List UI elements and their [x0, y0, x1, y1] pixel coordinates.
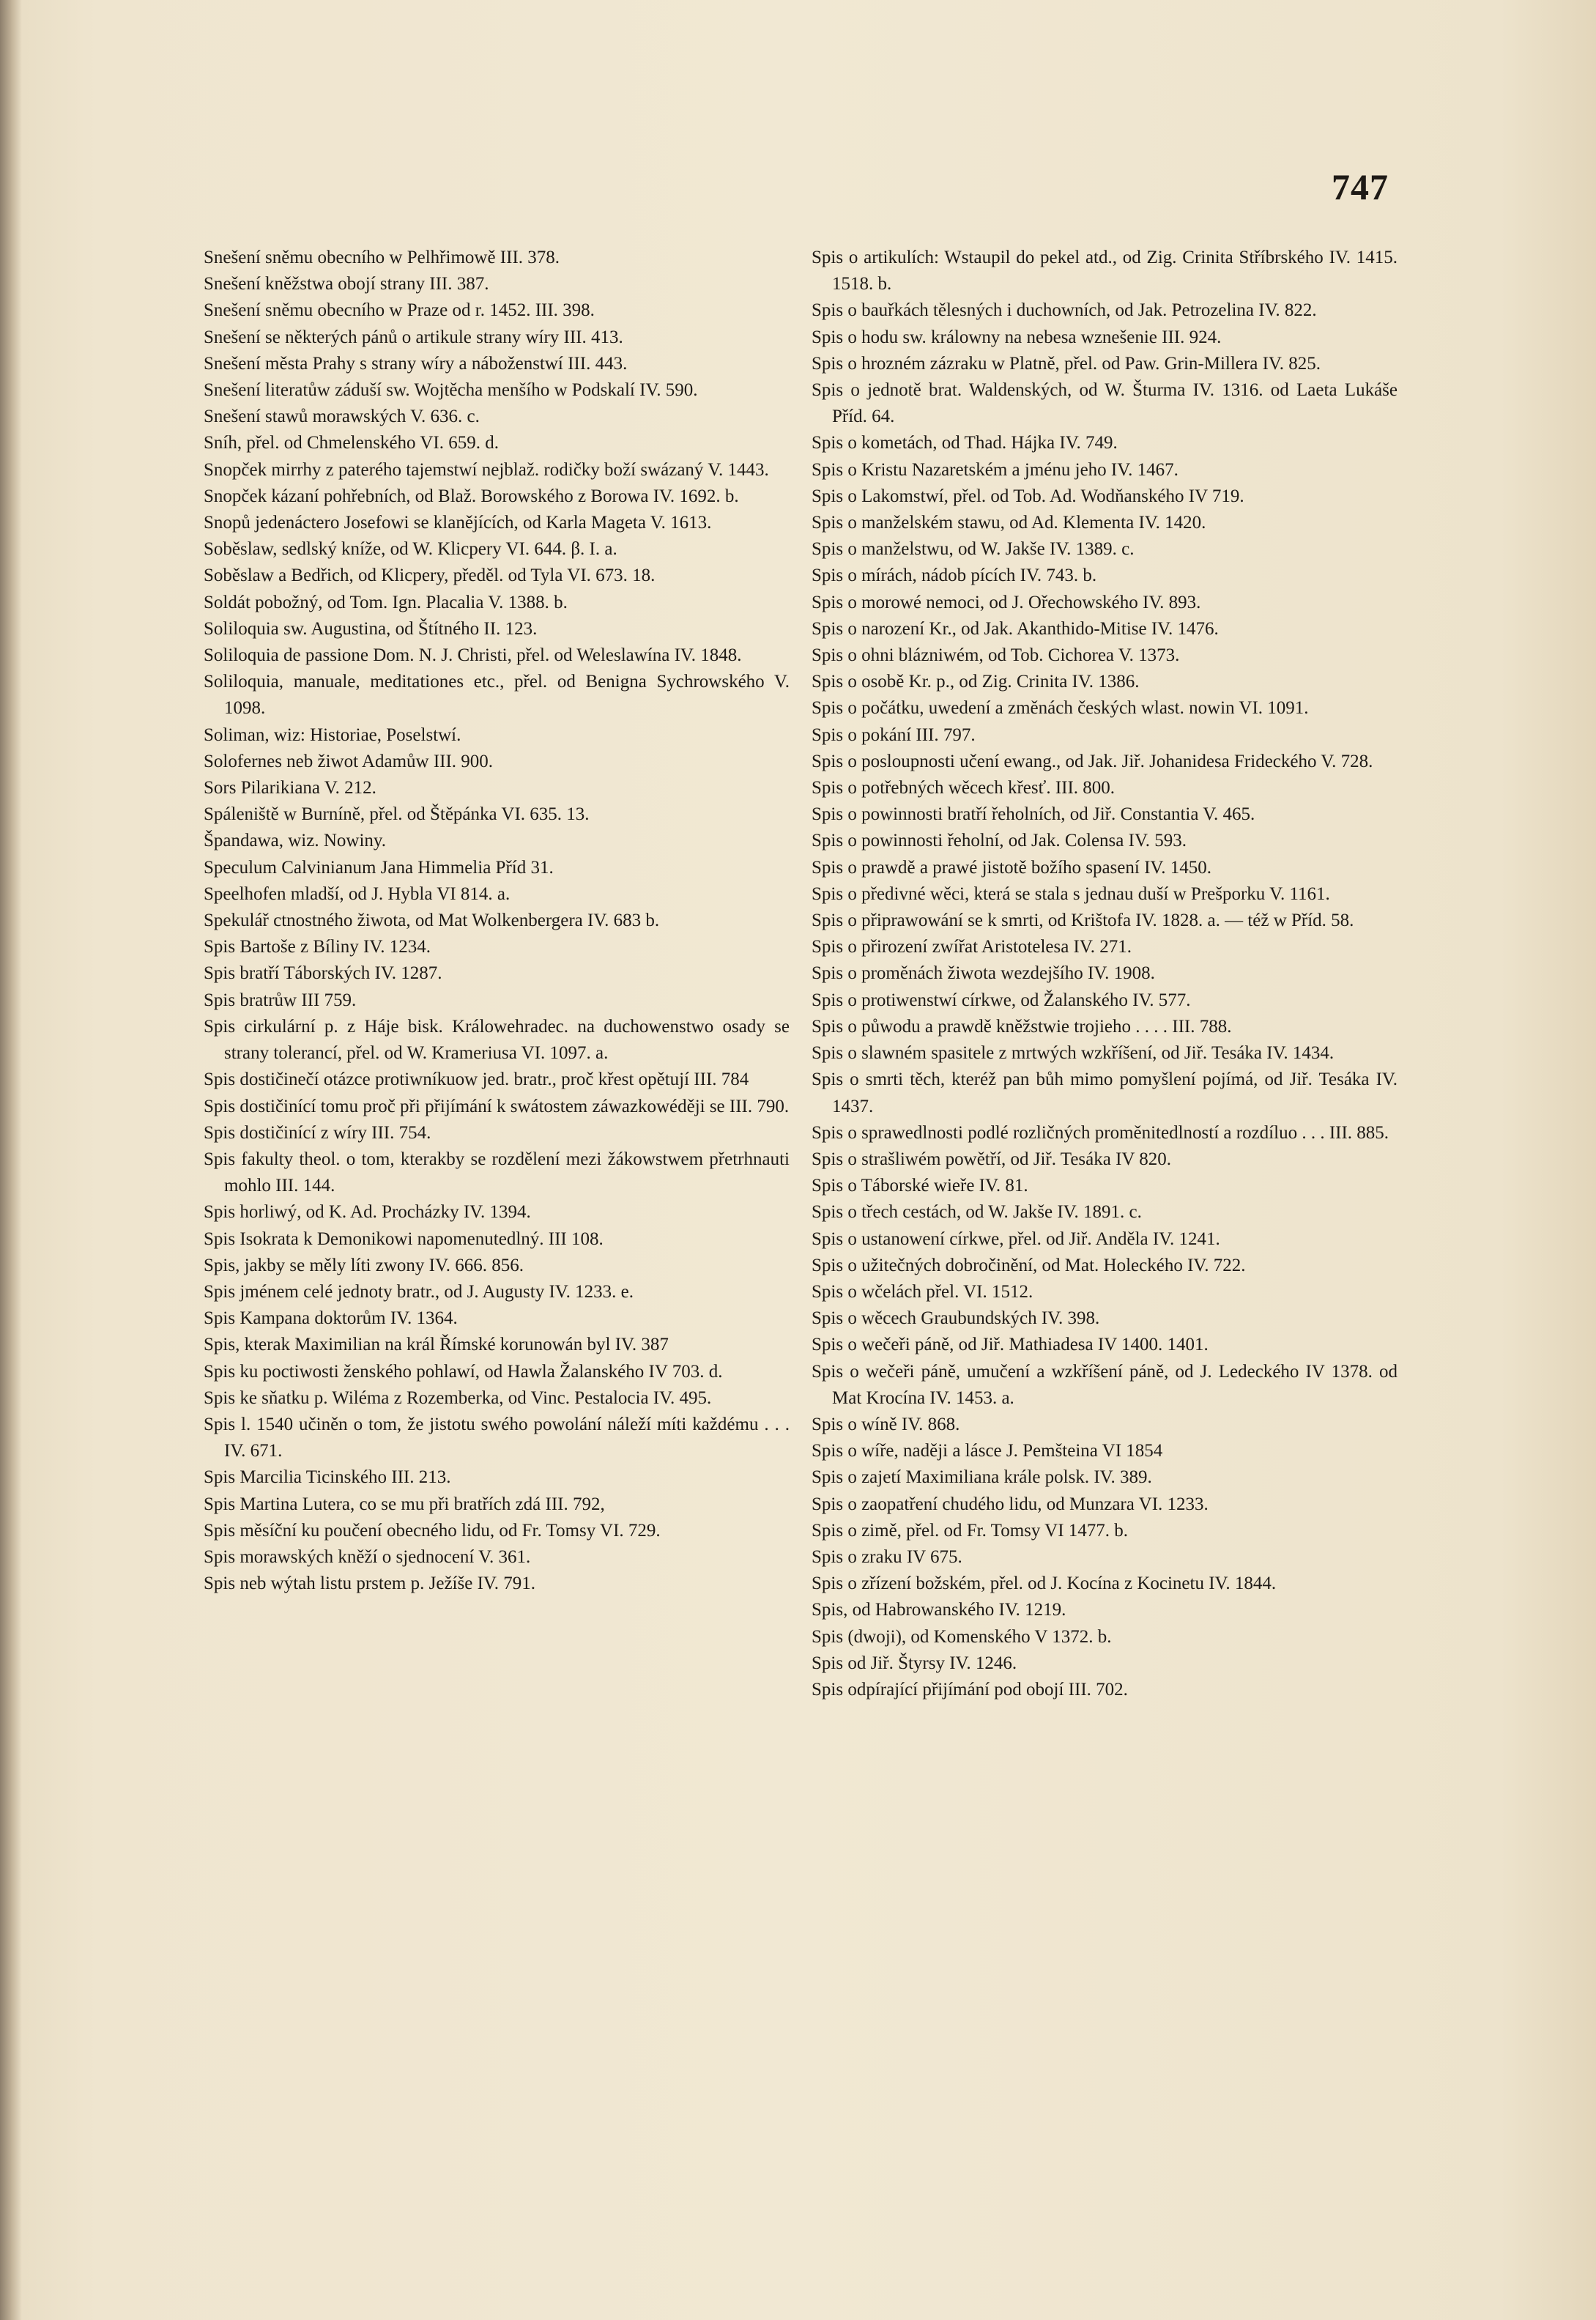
- index-entry: Spis o wečeři páně, umučení a wzkříšení páně, od J. Ledeckého IV 1378. od Mat Krocína IV. 1453. a.: [812, 1361, 1398, 1408]
- index-entry: Spis o zaopatření chudého lidu, od Munzara VI. 1233.: [812, 1494, 1209, 1514]
- index-entry: Spis měsíční ku poučení obecného lidu, od Fr. Tomsy VI. 729.: [204, 1520, 661, 1541]
- index-entry: Snešení kněžstwa obojí strany III. 387.: [204, 274, 489, 294]
- index-entry: Spis o hodu sw. králowny na nebesa wznešenie III. 924.: [812, 327, 1222, 347]
- index-entry: Soliloquia sw. Augustina, od Štítného II. 123.: [204, 618, 538, 639]
- index-entry: Spis Martina Lutera, co se mu při bratřích zdá III. 792,: [204, 1494, 605, 1514]
- index-entry: Spis o powinnosti řeholní, od Jak. Colensa IV. 593.: [812, 831, 1187, 851]
- index-entry: Snešení města Prahy s strany wíry a náboženstwí III. 443.: [204, 353, 628, 374]
- index-entry: Spis o předivné wěci, která se stala s jednau duší w Prešporku V. 1161.: [812, 883, 1330, 904]
- index-entry: Spis o slawném spasitele z mrtwých wzkříšení, od Jiř. Tesáka IV. 1434.: [812, 1043, 1335, 1064]
- index-entry: Spis ku poctiwosti ženského pohlawí, od Hawla Žalanského IV 703. d.: [204, 1361, 723, 1382]
- index-entry: Spis o manželském stawu, od Ad. Klementa IV. 1420.: [812, 513, 1206, 533]
- index-entry: Snopček kázaní pohřebních, od Blaž. Borowského z Borowa IV. 1692. b.: [204, 486, 739, 506]
- index-entry: Soliloquia de passione Dom. N. J. Christi, přel. od Weleslawína IV. 1848.: [204, 645, 742, 666]
- index-entry: Snešení stawů morawských V. 636. c.: [204, 407, 480, 427]
- index-entry: Spis jménem celé jednoty bratr., od J. Augusty IV. 1233. e.: [204, 1281, 634, 1302]
- index-entry: Spis o zimě, přel. od Fr. Tomsy VI 1477. b.: [812, 1520, 1129, 1541]
- index-entry: Spis l. 1540 učiněn o tom, že jistotu swého powolání náleží míti každému . . . IV. 671.: [204, 1414, 790, 1461]
- index-entry: Spis fakulty theol. o tom, kterakby se rozdělení mezi žákowstwem přetrhnauti mohlo III. 144.: [204, 1149, 790, 1196]
- index-entry: Spis o zajetí Maximiliana krále polsk. IV. 389.: [812, 1467, 1152, 1488]
- index-entry: Spis o hrozném zázraku w Platně, přel. od Paw. Grin-Millera IV. 825.: [812, 353, 1321, 374]
- index-entry: Spis bratrůw III 759.: [204, 990, 357, 1010]
- index-entry: Spis, jakby se měly líti zwony IV. 666. 856.: [204, 1255, 524, 1275]
- index-entry: Spis o prawdě a prawé jistotě božího spasení IV. 1450.: [812, 857, 1211, 878]
- index-entry: Spis o užitečných dobročinění, od Mat. Holeckého IV. 722.: [812, 1255, 1246, 1275]
- index-entry: Spis neb wýtah listu prstem p. Ježíše IV. 791.: [204, 1574, 535, 1594]
- index-entry: Spis o artikulích: Wstaupil do pekel atd., od Zig. Crinita Stříbrského IV. 1415. 1518. b.: [812, 248, 1398, 294]
- index-entry: Spis o narození Kr., od Jak. Akanthido-Mitise IV. 1476.: [812, 618, 1219, 639]
- index-entry: Spis, od Habrowanského IV. 1219.: [812, 1600, 1066, 1620]
- index-entry: Spis o třech cestách, od W. Jakše IV. 1891. c.: [812, 1202, 1142, 1223]
- index-entry: Snešení literatůw záduší sw. Wojtěcha menšího w Podskalí IV. 590.: [204, 380, 698, 401]
- index-entry: Speelhofen mladší, od J. Hybla VI 814. a.: [204, 883, 511, 904]
- index-entry: Spis o strašliwém powětří, od Jiř. Tesáka IV 820.: [812, 1149, 1172, 1169]
- page-spine-shadow: [0, 0, 22, 2320]
- index-entry: Speculum Calvinianum Jana Himmelia Příd 31.: [204, 857, 554, 878]
- index-entry: Spis Marcilia Ticinského III. 213.: [204, 1467, 451, 1488]
- index-entry: Spis o wíně IV. 868.: [812, 1414, 960, 1434]
- index-entry: Spáleniště w Burníně, přel. od Štěpánka VI. 635. 13.: [204, 804, 590, 825]
- index-entry: Spis odpírající přijímání pod obojí III. 702.: [812, 1679, 1128, 1700]
- index-column-left: [204, 245, 790, 1597]
- index-entry: Spis morawských kněží o sjednocení V. 361.: [204, 1546, 531, 1567]
- index-column-right: [812, 245, 1398, 1703]
- index-entry: Spis o protiwenstwí církwe, od Žalanského IV. 577.: [812, 990, 1191, 1010]
- index-entry: Spis o Lakomstwí, přel. od Tob. Ad. Wodňanského IV 719.: [812, 486, 1244, 506]
- index-entry: Spis o kometách, od Thad. Hájka IV. 749.: [812, 433, 1118, 453]
- index-entry: Spis dostičinící z wíry III. 754.: [204, 1122, 431, 1143]
- index-entry: Spis dostičinečí otázce protiwníkuow jed. bratr., proč křest opětují III. 784: [204, 1070, 749, 1090]
- index-entry: Spis Bartoše z Bíliny IV. 1234.: [204, 937, 431, 957]
- index-entry: Spis o proměnách žiwota wezdejšího IV. 1908.: [812, 963, 1155, 984]
- index-entry: Spis o potřebných wěcech křesť. III. 800.: [812, 778, 1116, 798]
- index-entry: Snopů jedenáctero Josefowi se klanějících, od Karla Mageta V. 1613.: [204, 513, 712, 533]
- index-entry: Spis o manželstwu, od W. Jakše IV. 1389. c.: [812, 539, 1135, 560]
- index-entry: Solofernes neb žiwot Adamůw III. 900.: [204, 751, 494, 771]
- index-entry: Soběslaw a Bedřich, od Klicpery, předěl. od Tyla VI. 673. 18.: [204, 566, 656, 586]
- index-entry: Spis o wíře, naději a lásce J. Pemšteina VI 1854: [812, 1441, 1163, 1461]
- index-entry: Snešení sněmu obecního w Praze od r. 1452. III. 398.: [204, 300, 595, 321]
- index-entry: Spis o wečeři páně, od Jiř. Mathiadesa IV 1400. 1401.: [812, 1335, 1209, 1355]
- index-entry: Spis o zřízení božském, přel. od J. Kocína z Kocinetu IV. 1844.: [812, 1574, 1277, 1594]
- index-entry: Spis o počátku, uwedení a změnách českých wlast. nowin VI. 1091.: [812, 698, 1309, 719]
- index-entry: Spis o smrti těch, kteréž pan bůh mimo pomyšlení pojímá, od Jiř. Tesáka IV. 1437.: [812, 1070, 1398, 1116]
- index-entry: Snopček mirrhy z paterého tajemstwí nejblaž. rodičky boží swázaný V. 1443.: [204, 459, 769, 480]
- index-entry: Spis o sprawedlnosti podlé rozličných proměnitedlností a rozdíluo . . . III. 885.: [812, 1122, 1389, 1143]
- index-entry: Spis o wěcech Graubundských IV. 398.: [812, 1308, 1100, 1329]
- index-entry: Spis o jednotě brat. Waldenských, od W. Šturma IV. 1316. od Laeta Lukáše Příd. 64.: [812, 380, 1398, 427]
- index-entry: Spis Kampana doktorům IV. 1364.: [204, 1308, 458, 1329]
- index-entry: Spis bratří Táborských IV. 1287.: [204, 963, 442, 984]
- index-entry: Soldát pobožný, od Tom. Ign. Placalia V. 1388. b.: [204, 592, 568, 612]
- index-entry: Soliloquia, manuale, meditationes etc., přel. od Benigna Sychrowského V. 1098.: [204, 672, 790, 719]
- index-entry: Spis o mírách, nádob pících IV. 743. b.: [812, 566, 1097, 586]
- index-entry: Snešení sněmu obecního w Pelhřimowě III. 378.: [204, 248, 560, 267]
- index-entry: Spis o ustanowení církwe, přel. od Jiř. Anděla IV. 1241.: [812, 1228, 1220, 1249]
- index-entry: Spekulář ctnostného žiwota, od Mat Wolkenbergera IV. 683 b.: [204, 911, 660, 931]
- index-entry: Spis od Jiř. Štyrsy IV. 1246.: [812, 1653, 1017, 1673]
- index-entry: Spis o morowé nemoci, od J. Ořechowského IV. 893.: [812, 592, 1201, 612]
- index-entry: Spis ke sňatku p. Wiléma z Rozemberka, od Vinc. Pestalocia IV. 495.: [204, 1387, 712, 1408]
- index-entry: Sníh, přel. od Chmelenského VI. 659. d.: [204, 433, 499, 453]
- index-entry: Spis (dwoji), od Komenského V 1372. b.: [812, 1626, 1112, 1647]
- index-entry: Spis dostičinící tomu proč při přijímání k swátostem záwazkowéději se III. 790.: [204, 1096, 790, 1116]
- index-entry: Spis Isokrata k Demonikowi napomenutedlný. III 108.: [204, 1228, 604, 1249]
- index-entry: Špandawa, wiz. Nowiny.: [204, 831, 387, 851]
- index-entry: Spis o posloupnosti učení ewang., od Jak. Jiř. Johanidesa Frideckého V. 728.: [812, 751, 1373, 771]
- index-entry: Spis o Táborské wieře IV. 81.: [812, 1176, 1028, 1196]
- index-entry: Spis, kterak Maximilian na král Římské korunowán byl IV. 387: [204, 1335, 669, 1355]
- index-entry: Spis o powinnosti bratří řeholních, od Jiř. Constantia V. 465.: [812, 804, 1255, 825]
- index-entry: Spis o bauřkách tělesných i duchowních, od Jak. Petrozelina IV. 822.: [812, 300, 1317, 321]
- index-entry: Snešení se některých pánů o artikule strany wíry III. 413.: [204, 327, 623, 347]
- index-entry: Spis cirkulární p. z Háje bisk. Králowehradec. na duchowenstwo osady se strany tolerancí, přel. od W. Krameriusa VI. 1097. a.: [204, 1016, 790, 1064]
- index-entry: Soliman, wiz: Historiae, Poselstwí.: [204, 724, 461, 745]
- index-entry: Spis o wčelách přel. VI. 1512.: [812, 1281, 1033, 1302]
- index-entry: Soběslaw, sedlský kníže, od W. Klicpery VI. 644. β. I. a.: [204, 539, 617, 560]
- index-entry: Spis o půwodu a prawdě kněžstwie trojieho . . . . III. 788.: [812, 1016, 1232, 1037]
- index-entry: Sors Pilarikiana V. 212.: [204, 778, 376, 798]
- page-number: 747: [1332, 166, 1389, 207]
- index-entry: Spis o přirození zwířat Aristotelesa IV. 271.: [812, 937, 1132, 957]
- index-entry: Spis o Kristu Nazaretském a jménu jeho IV. 1467.: [812, 459, 1179, 480]
- index-entry: Spis horliwý, od K. Ad. Procházky IV. 1394.: [204, 1202, 531, 1223]
- index-entry: Spis o ohni blázniwém, od Tob. Cichorea V. 1373.: [812, 645, 1180, 666]
- index-entry: Spis o osobě Kr. p., od Zig. Crinita IV. 1386.: [812, 672, 1140, 692]
- index-entry: Spis o připrawowání se k smrti, od Krištofa IV. 1828. a. — též w Příd. 58.: [812, 911, 1354, 931]
- index-entry: Spis o zraku IV 675.: [812, 1546, 962, 1567]
- index-entry: Spis o pokání III. 797.: [812, 724, 976, 745]
